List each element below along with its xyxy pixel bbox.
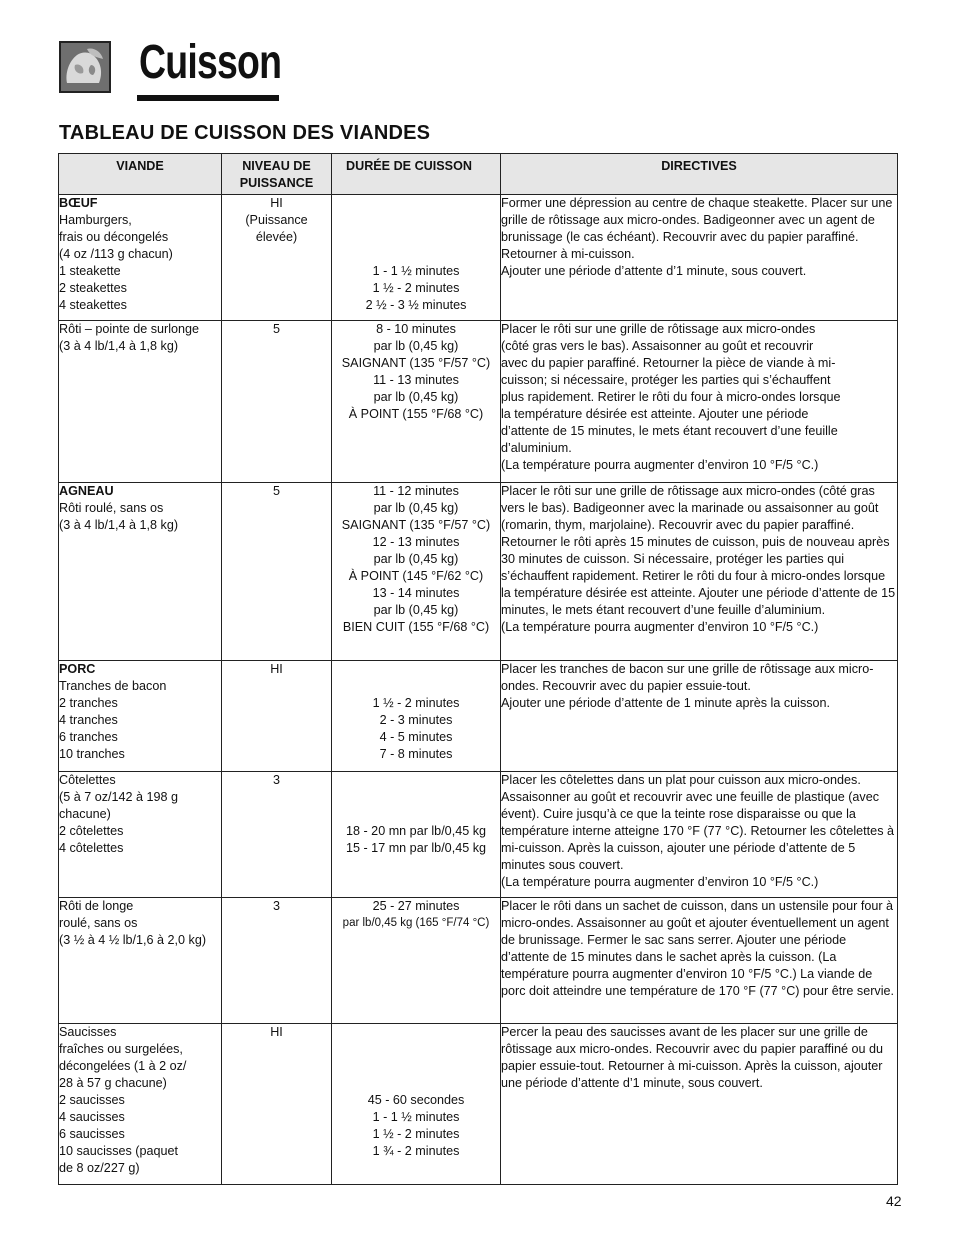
title-underline bbox=[137, 95, 279, 101]
directive-paragraph: Placer les côtelettes dans un plat pour cuisson aux micro-ondes. Assaisonner au goût et recouvrir avec une feuille de plastique (avec évent). Cuire jusqu’à ce que la teinte rose disparaisse ou que la température interne atteigne 170 °F (77 °C). Retourner les côtelettes à mi-cuisson. Après la cuisson, ajouter une période d’attente de 5 minutes sous couvert. bbox=[501, 773, 894, 872]
niveau-line: HI bbox=[270, 662, 283, 676]
duree-line: SAIGNANT (135 °F/57 °C) bbox=[341, 518, 491, 532]
viande-line: (3 à 4 lb/1,4 à 1,8 kg) bbox=[59, 339, 179, 353]
cell-directives bbox=[501, 321, 898, 483]
directive-paragraph: Placer les tranches de bacon sur une grille de rôtissage aux micro-ondes. Recouvrir avec du papier essuie-tout. bbox=[501, 662, 874, 693]
duree-line: 18 - 20 mn par lb/0,45 kg bbox=[345, 824, 486, 838]
duree-line: 11 - 12 minutes bbox=[373, 484, 459, 498]
viande-line: Hamburgers, bbox=[59, 213, 132, 227]
directive-paragraph: cuisson; si nécessaire, protéger les parties qui s’échauffent bbox=[501, 373, 831, 387]
duree-line: par lb (0,45 kg) bbox=[373, 552, 459, 566]
table-header-row bbox=[59, 154, 898, 195]
cell-niveau bbox=[222, 898, 332, 1024]
table-row bbox=[59, 772, 898, 898]
viande-line: 2 saucisses bbox=[59, 1093, 125, 1107]
viande-line: 6 tranches bbox=[59, 730, 118, 744]
cell-directives bbox=[501, 195, 898, 321]
duree-line bbox=[332, 661, 500, 678]
duree-line bbox=[332, 806, 500, 823]
cell-duree bbox=[332, 195, 501, 321]
viande-line: chacune) bbox=[59, 807, 111, 821]
viande-line: 2 steakettes bbox=[59, 281, 127, 295]
viande-line: Côtelettes bbox=[59, 773, 116, 787]
header-directives: DIRECTIVES bbox=[501, 154, 898, 195]
duree-line: 25 - 27 minutes bbox=[372, 899, 460, 913]
cell-niveau bbox=[222, 661, 332, 772]
cell-duree bbox=[332, 1024, 501, 1185]
duree-line: par lb (0,45 kg) bbox=[373, 390, 459, 404]
cooking-logo-icon bbox=[59, 41, 111, 93]
table-row bbox=[59, 321, 898, 483]
duree-line bbox=[332, 678, 500, 695]
header-niveau bbox=[222, 154, 332, 195]
viande-line: de 8 oz/227 g) bbox=[59, 1161, 140, 1175]
duree-line: À POINT (155 °F/68 °C) bbox=[348, 407, 484, 421]
viande-line: PORC bbox=[59, 662, 96, 676]
viande-line: (5 à 7 oz/142 à 198 g bbox=[59, 790, 179, 804]
viande-line: 28 à 57 g chacune) bbox=[59, 1076, 167, 1090]
header-niveau-line1: NIVEAU DE bbox=[242, 159, 311, 173]
niveau-line: 3 bbox=[272, 773, 280, 787]
directive-paragraph: Placer le rôti sur une grille de rôtissage aux micro-ondes bbox=[501, 322, 816, 336]
duree-line bbox=[332, 789, 500, 806]
cell-niveau bbox=[222, 483, 332, 661]
directive-paragraph: avec du papier paraffiné. Retourner la pièce de viande à mi- bbox=[501, 356, 836, 370]
table-row bbox=[59, 483, 898, 661]
table-row bbox=[59, 661, 898, 772]
viande-line: (3 à 4 lb/1,4 à 1,8 kg) bbox=[59, 518, 179, 532]
viande-line: BŒUF bbox=[59, 196, 98, 210]
viande-line: Rôti – pointe de surlonge bbox=[59, 322, 200, 336]
duree-line: par lb/0,45 kg (165 °F/74 °C) bbox=[342, 917, 490, 929]
header-viande: VIANDE bbox=[59, 154, 222, 195]
cell-duree bbox=[332, 772, 501, 898]
viande-line: (3 ½ à 4 ½ lb/1,6 à 2,0 kg) bbox=[59, 933, 207, 947]
viande-line: 10 saucisses (paquet bbox=[59, 1144, 179, 1158]
viande-line: Rôti de longe bbox=[59, 899, 134, 913]
viande-line: 2 côtelettes bbox=[59, 824, 124, 838]
directive-paragraph: Placer le rôti dans un sachet de cuisson, dans un ustensile pour four à micro-ondes. Assaisonner au goût et ajouter éventuellement un agent de brunissage. Fermer le sac sans serrer. Ajouter une période d’attente de 15 minutes dans le sachet après la cuisson. (La température pourra augmenter d’environ 10 °F/5 °C.) La viande de porc doit atteindre une température de 170 °F (77 °C) pour être servie. bbox=[501, 899, 894, 998]
page-title: Cuisson bbox=[139, 36, 282, 89]
duree-line: 7 - 8 minutes bbox=[379, 747, 453, 761]
duree-line: 2 ½ - 3 ½ minutes bbox=[365, 298, 467, 312]
duree-line: 1 ¾ - 2 minutes bbox=[372, 1144, 460, 1158]
viande-line: frais ou décongelés bbox=[59, 230, 169, 244]
niveau-line: 5 bbox=[272, 322, 280, 336]
duree-line: 4 - 5 minutes bbox=[379, 730, 453, 744]
duree-line: BIEN CUIT (155 °F/68 °C) bbox=[342, 620, 490, 634]
duree-line: 11 - 13 minutes bbox=[373, 373, 459, 387]
directive-paragraph: (La température pourra augmenter d’environ 10 °F/5 °C.) bbox=[501, 875, 819, 889]
cell-directives bbox=[501, 483, 898, 661]
viande-line: 6 saucisses bbox=[59, 1127, 125, 1141]
table-body bbox=[59, 195, 898, 1185]
cell-duree bbox=[332, 321, 501, 483]
duree-line: 8 - 10 minutes bbox=[376, 322, 456, 336]
viande-line: 4 steakettes bbox=[59, 298, 127, 312]
viande-line: 4 saucisses bbox=[59, 1110, 125, 1124]
cell-directives bbox=[501, 898, 898, 1024]
viande-line: AGNEAU bbox=[59, 484, 114, 498]
directive-paragraph: (La température pourra augmenter d’environ 10 °F/5 °C.) bbox=[501, 458, 819, 472]
cell-viande bbox=[59, 661, 222, 772]
directive-paragraph: plus rapidement. Retirer le rôti du four à micro-ondes lorsque bbox=[501, 390, 841, 404]
duree-line: 13 - 14 minutes bbox=[372, 586, 460, 600]
viande-line: Saucisses bbox=[59, 1025, 117, 1039]
viande-line: Tranches de bacon bbox=[59, 679, 167, 693]
duree-line: 1 ½ - 2 minutes bbox=[372, 281, 460, 295]
directive-paragraph: (La température pourra augmenter d’environ 10 °F/5 °C.) bbox=[501, 620, 819, 634]
header-duree: DURÉE DE CUISSON bbox=[332, 154, 501, 195]
duree-line bbox=[332, 1041, 500, 1058]
directive-paragraph: Former une dépression au centre de chaque steakette. Placer sur une grille de rôtissage aux micro-ondes. Badigeonner avec un agent de brunissage (le cas échéant). Recouvrir avec du papier paraffiné. Retourner à mi-cuisson. bbox=[501, 196, 893, 261]
duree-line bbox=[332, 246, 500, 263]
directive-paragraph: Percer la peau des saucisses avant de les placer sur une grille de rôtissage aux micro-ondes. Recouvrir avec du papier paraffiné ou du papier essuie-tout. Retourner à mi-cuisson. Après la cuisson, ajouter une période d’attente d’1 minute, sous couvert. bbox=[501, 1025, 883, 1090]
cell-viande bbox=[59, 195, 222, 321]
cooking-table bbox=[58, 153, 898, 1185]
directive-paragraph: Ajouter une période d’attente d’1 minute, sous couvert. bbox=[501, 264, 807, 278]
cell-directives bbox=[501, 772, 898, 898]
viande-line: roulé, sans os bbox=[59, 916, 138, 930]
cell-duree bbox=[332, 661, 501, 772]
viande-line: décongelées (1 à 2 oz/ bbox=[59, 1059, 187, 1073]
viande-line: 10 tranches bbox=[59, 747, 125, 761]
niveau-line: HI bbox=[270, 1025, 283, 1039]
page-number: 42 bbox=[886, 1193, 902, 1209]
cell-niveau bbox=[222, 321, 332, 483]
header-niveau-line2: PUISSANCE bbox=[239, 176, 314, 190]
viande-line: fraîches ou surgelées, bbox=[59, 1042, 183, 1056]
table-row bbox=[59, 898, 898, 1024]
duree-line: par lb (0,45 kg) bbox=[373, 339, 459, 353]
viande-line: 4 tranches bbox=[59, 713, 118, 727]
niveau-line: 3 bbox=[272, 899, 280, 913]
duree-line: SAIGNANT (135 °F/57 °C) bbox=[341, 356, 491, 370]
cell-duree bbox=[332, 898, 501, 1024]
duree-line bbox=[332, 195, 500, 212]
duree-line bbox=[332, 1024, 500, 1041]
duree-line: 2 - 3 minutes bbox=[379, 713, 453, 727]
cell-viande bbox=[59, 772, 222, 898]
directive-paragraph: la température désirée est atteinte. Ajouter une période bbox=[501, 407, 809, 421]
niveau-line: HI bbox=[270, 196, 283, 210]
cell-niveau bbox=[222, 1024, 332, 1185]
cell-viande bbox=[59, 898, 222, 1024]
viande-line: (4 oz /113 g chacun) bbox=[59, 247, 173, 261]
duree-line: 1 ½ - 2 minutes bbox=[372, 696, 460, 710]
duree-line: 1 ½ - 2 minutes bbox=[372, 1127, 460, 1141]
cell-directives bbox=[501, 1024, 898, 1185]
cell-viande bbox=[59, 483, 222, 661]
duree-line bbox=[332, 1075, 500, 1092]
duree-line bbox=[332, 229, 500, 246]
viande-line: 1 steakette bbox=[59, 264, 121, 278]
cell-viande bbox=[59, 321, 222, 483]
directive-paragraph: d’attente de 15 minutes, le mets étant recouvert d’une feuille bbox=[501, 424, 838, 438]
niveau-line: 5 bbox=[272, 484, 280, 498]
directive-paragraph: Placer le rôti sur une grille de rôtissage aux micro-ondes (côté gras vers le bas). Badigeonner avec la marinade ou assaisonner au goût (romarin, thym, marjolaine). Recouvrir avec du papier paraffiné. Retourner le rôti après 15 minutes de cuisson, puis de nouveau après 30 minutes de cuisson. Si nécessaire, protéger les parties qui s’échauffent rapidement. Retirer le rôti du four à micro-ondes lorsque la température désirée est atteinte. Ajouter une période d’attente de 15 minutes, le mets étant recouvert d’une feuille d’aluminium. bbox=[501, 484, 896, 617]
cell-viande bbox=[59, 1024, 222, 1185]
duree-line bbox=[332, 1058, 500, 1075]
duree-line: 1 - 1 ½ minutes bbox=[372, 264, 460, 278]
duree-line: 1 - 1 ½ minutes bbox=[372, 1110, 460, 1124]
viande-line: 4 côtelettes bbox=[59, 841, 124, 855]
section-title: TABLEAU DE CUISSON DES VIANDES bbox=[59, 122, 431, 144]
duree-line: par lb (0,45 kg) bbox=[373, 603, 459, 617]
directive-paragraph: (côté gras vers le bas). Assaisonner au goût et recouvrir bbox=[501, 339, 814, 353]
niveau-line: (Puissance bbox=[245, 213, 308, 227]
niveau-line: élevée) bbox=[255, 230, 298, 244]
cell-niveau bbox=[222, 772, 332, 898]
duree-line bbox=[332, 772, 500, 789]
duree-line: 15 - 17 mn par lb/0,45 kg bbox=[345, 841, 486, 855]
duree-line: 12 - 13 minutes bbox=[372, 535, 460, 549]
duree-line bbox=[332, 212, 500, 229]
directive-paragraph: Ajouter une période d’attente de 1 minute après la cuisson. bbox=[501, 696, 831, 710]
cell-directives bbox=[501, 661, 898, 772]
duree-line: par lb (0,45 kg) bbox=[373, 501, 459, 515]
duree-line: 45 - 60 secondes bbox=[367, 1093, 465, 1107]
directive-paragraph: d’aluminium. bbox=[501, 441, 572, 455]
duree-line: À POINT (145 °F/62 °C) bbox=[348, 569, 484, 583]
table-row bbox=[59, 195, 898, 321]
cell-duree bbox=[332, 483, 501, 661]
table-row bbox=[59, 1024, 898, 1185]
cell-niveau bbox=[222, 195, 332, 321]
viande-line: 2 tranches bbox=[59, 696, 118, 710]
viande-line: Rôti roulé, sans os bbox=[59, 501, 164, 515]
